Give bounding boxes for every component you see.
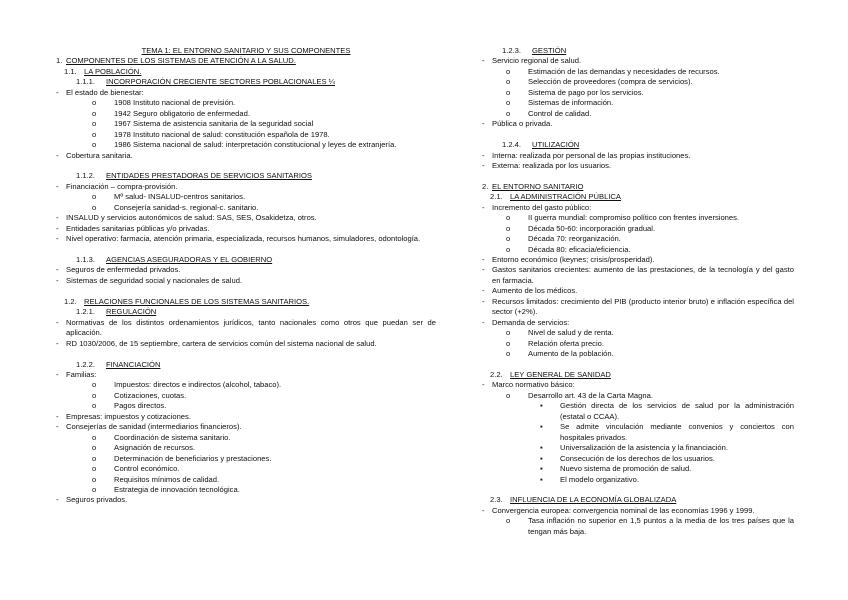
section-number: 1.1.1. (76, 77, 95, 87)
line-text: 1967 Sistema de asistencia sanitaria de la seguridad social (114, 119, 314, 129)
circle-bullet-icon: o (92, 401, 97, 411)
circle-bullet-icon: o (92, 119, 97, 129)
subsubsection-heading (56, 171, 436, 181)
subsubsection-heading (482, 140, 794, 150)
section-number: 1.1. (64, 66, 77, 76)
line-text: UTILIZACIÓN (532, 140, 580, 150)
line-text: REGULACIÓN (106, 307, 157, 317)
line-text: Pagos directos. (114, 401, 167, 411)
line-text: Selección de proveedores (compra de servicios). (528, 77, 693, 87)
section-number: 2. (482, 181, 489, 191)
subsubsection-heading (56, 307, 436, 317)
bullet-item (56, 88, 436, 98)
line-text: Gestión directa de los servicios de salud por la administración (estatal o CCAA). (560, 401, 794, 421)
dash-bullet-icon: - (56, 150, 59, 160)
line-text: Desarrollo art. 43 de la Carta Magna. (528, 390, 653, 400)
sub-bullet-item (482, 77, 794, 87)
square-bullet-item (482, 443, 794, 453)
circle-bullet-icon: o (92, 453, 97, 463)
dash-bullet-icon: - (56, 495, 59, 505)
line-text: Requisitos mínimos de calidad. (114, 474, 220, 484)
dash-bullet-icon: - (482, 160, 485, 170)
circle-bullet-icon: o (92, 140, 97, 150)
line-text: Tasa inflación no superior en 1,5 puntos a la media de los tres países que la tengan más baja. (528, 516, 794, 536)
dash-bullet-icon: - (56, 87, 59, 97)
sub-bullet-item (482, 67, 794, 77)
line-text: Coordinación de sistema sanitario. (114, 432, 231, 442)
line-text: Estimación de las demandas y necesidades de recursos. (528, 66, 720, 76)
section-number: 1. (56, 56, 63, 66)
line-text: ENTIDADES PRESTADORAS DE SERVICIOS SANITARIOS (106, 171, 312, 181)
line-text: Entorno económico (keynes; crisis/prosperidad). (492, 255, 655, 265)
line-text: Seguros de enfermedad privados. (66, 265, 181, 275)
dash-bullet-icon: - (482, 202, 485, 212)
subsubsection-heading (56, 255, 436, 265)
square-bullet-item (482, 464, 794, 474)
sub-bullet-item (482, 349, 794, 359)
circle-bullet-icon: o (506, 108, 511, 118)
circle-bullet-icon: o (506, 66, 511, 76)
circle-bullet-icon: o (506, 223, 511, 233)
line-text: Pública o privada. (492, 119, 553, 129)
line-text: Sistema de pago por los servicios. (528, 87, 644, 97)
bullet-item (56, 265, 436, 275)
bullet-item (56, 213, 436, 223)
bullet-item (56, 318, 436, 339)
line-text: GESTIÓN (532, 46, 567, 55)
line-text: INCORPORACIÓN CRECIENTE SECTORES POBLACIONALES ¼ (106, 77, 335, 87)
circle-bullet-icon: o (506, 213, 511, 223)
line-text: COMPONENTES DE LOS SISTEMAS DE ATENCIÓN A LA SALUD. (66, 56, 296, 66)
sub-bullet-item (56, 464, 436, 474)
line-text: AGENCIAS ASEGURADORAS Y EL GOBIERNO (106, 255, 273, 265)
circle-bullet-icon: o (92, 192, 97, 202)
circle-bullet-icon: o (506, 328, 511, 338)
bullet-item (482, 255, 794, 265)
bullet-item (482, 506, 794, 516)
dash-bullet-icon: - (482, 317, 485, 327)
dash-bullet-icon: - (482, 380, 485, 390)
line-text: Aumento de la población. (528, 349, 614, 359)
square-bullet-icon: ▪ (540, 474, 543, 484)
square-bullet-icon: ▪ (540, 443, 543, 453)
line-text: Sistemas de seguridad social y nacionales de salud. (66, 275, 243, 285)
section-number: 1.2.2. (76, 359, 95, 369)
section-number: 1.2.1. (76, 307, 95, 317)
circle-bullet-icon: o (506, 338, 511, 348)
circle-bullet-icon: o (506, 516, 511, 526)
dash-bullet-icon: - (56, 223, 59, 233)
circle-bullet-icon: o (92, 108, 97, 118)
doc-title (56, 46, 436, 56)
bullet-item (482, 151, 794, 161)
section-number: 1.1.3. (76, 255, 95, 265)
sub-bullet-item (56, 98, 436, 108)
bullet-item (482, 318, 794, 328)
bullet-item (482, 119, 794, 129)
dash-bullet-icon: - (482, 150, 485, 160)
circle-bullet-icon: o (92, 202, 97, 212)
line-text: 1986 Sistema nacional de salud: interpretación constitucional y leyes de extranjería. (114, 140, 397, 150)
subsection-heading (56, 297, 436, 307)
square-bullet-icon: ▪ (540, 453, 543, 463)
sub-bullet-item (56, 454, 436, 464)
line-text: Gastos sanitarios crecientes: aumento de las prestaciones, de la tecnología y del gasto en farmacia. (492, 265, 794, 285)
bullet-item (56, 276, 436, 286)
line-text: Familias: (66, 369, 97, 379)
line-text: Interna: realizada por personal de las propias instituciones. (492, 150, 691, 160)
subsection-heading (482, 495, 794, 505)
dash-bullet-icon: - (56, 213, 59, 223)
sub-bullet-item (482, 391, 794, 401)
bullet-item (56, 339, 436, 349)
bullet-item (482, 286, 794, 296)
circle-bullet-icon: o (92, 432, 97, 442)
doc-title-text: TEMA 1: EL ENTORNO SANITARIO Y SUS COMPONENTES (141, 46, 351, 55)
line-text: LA POBLACIÓN. (84, 66, 142, 76)
bullet-item (56, 370, 436, 380)
sub-bullet-item (56, 391, 436, 401)
line-text: Entidades sanitarias públicas y/o privadas. (66, 223, 210, 233)
square-bullet-icon: ▪ (540, 422, 543, 432)
square-bullet-item (482, 475, 794, 485)
line-text: Cotizaciones, cuotas. (114, 390, 187, 400)
line-text: Aumento de los médicos. (492, 286, 578, 296)
line-text: Nuevo sistema de promoción de salud. (560, 464, 692, 474)
dash-bullet-icon: - (56, 234, 59, 244)
circle-bullet-icon: o (506, 87, 511, 97)
sub-bullet-item (56, 119, 436, 129)
line-text: INSALUD y servicios autonómicos de salud: SAS, SES, Osakidetza, otros. (66, 213, 317, 223)
line-text: Convergencia europea: convergencia nominal de las economías 1996 y 1999. (492, 505, 755, 515)
subsection-heading (482, 192, 794, 202)
subsubsection-heading (56, 77, 436, 87)
circle-bullet-icon: o (506, 234, 511, 244)
bullet-item (56, 151, 436, 161)
line-text: Impuestos: directos e indirectos (alcohol, tabaco). (114, 380, 282, 390)
circle-bullet-icon: o (92, 474, 97, 484)
dash-bullet-icon: - (56, 181, 59, 191)
line-text: Década 80: eficacia/eficiencia. (528, 244, 631, 254)
square-bullet-icon: ▪ (540, 401, 543, 411)
sub-bullet-item (56, 130, 436, 140)
sub-bullet-item (56, 109, 436, 119)
line-text: Consejerías de sanidad (intermediarios financieros). (66, 422, 242, 432)
line-text: 1908 Instituto nacional de previsión. (114, 98, 236, 108)
right-column (482, 46, 794, 537)
bullet-item (56, 182, 436, 192)
line-text: II guerra mundial: compromiso político con frentes inversiones. (528, 213, 740, 223)
bullet-item (482, 56, 794, 66)
square-bullet-item (482, 454, 794, 464)
circle-bullet-icon: o (506, 98, 511, 108)
line-text: FINANCIACIÓN (106, 359, 161, 369)
line-text: Cobertura sanitaria. (66, 150, 133, 160)
line-text: Normativas de los distintos ordenamientos jurídicos, tanto nacionales como otros que puedan ser de aplicación. (66, 317, 436, 338)
sub-bullet-item (482, 328, 794, 338)
line-text: El estado de bienestar: (66, 87, 144, 97)
line-text: Consecución de los derechos de los usuarios. (560, 453, 715, 463)
circle-bullet-icon: o (506, 390, 511, 400)
blank-line (482, 485, 794, 495)
section-number: 2.3. (490, 495, 503, 505)
line-text: RD 1030/2006, de 15 septiembre, cartera de servicios común del sistema nacional de salud. (66, 338, 377, 348)
sub-bullet-item (56, 401, 436, 411)
line-text: Mº salud- INSALUD-centros sanitarios. (114, 192, 246, 202)
sub-bullet-item (482, 516, 794, 537)
section-number: 1.2.3. (502, 46, 521, 55)
dash-bullet-icon: - (482, 286, 485, 296)
line-text: Década 50-60: incorporación gradual. (528, 223, 656, 233)
line-text: Se admite vinculación mediante convenios y conciertos con hospitales privados. (560, 422, 794, 442)
circle-bullet-icon: o (92, 390, 97, 400)
square-bullet-item (482, 422, 794, 443)
sub-bullet-item (482, 98, 794, 108)
section-number: 1.2. (64, 296, 77, 306)
blank-line (56, 161, 436, 171)
line-text: Recursos limitados: crecimiento del PIB (producto interior bruto) e inflación específica del sector (+2%). (492, 296, 794, 317)
line-text: Asignación de recursos. (114, 443, 196, 453)
line-text: Control económico. (114, 464, 180, 474)
line-text: Seguros privados. (66, 495, 128, 505)
line-text: El modelo organizativo. (560, 474, 639, 484)
line-text: Externa: realizada por los usuarios. (492, 160, 612, 170)
bullet-item (482, 265, 794, 286)
square-bullet-icon: ▪ (540, 464, 543, 474)
line-text: Década 70: reorganización. (528, 234, 621, 244)
dash-bullet-icon: - (56, 411, 59, 421)
circle-bullet-icon: o (506, 77, 511, 87)
line-text: Marco normativo básico: (492, 380, 575, 390)
line-text: Determinación de beneficiarios y prestaciones. (114, 453, 272, 463)
line-text: RELACIONES FUNCIONALES DE LOS SISTEMAS SANITARIOS. (84, 296, 310, 306)
sub-bullet-item (56, 192, 436, 202)
line-text: LA ADMINISTRACIÓN PÚBLICA (510, 192, 621, 202)
circle-bullet-icon: o (92, 129, 97, 139)
dash-bullet-icon: - (56, 422, 59, 432)
circle-bullet-icon: o (92, 464, 97, 474)
dash-bullet-icon: - (482, 56, 485, 66)
dash-bullet-icon: - (56, 317, 59, 327)
bullet-item (482, 161, 794, 171)
sub-bullet-item (482, 339, 794, 349)
section-number: 1.1.2. (76, 171, 95, 181)
section-heading (482, 182, 794, 192)
blank-line (482, 360, 794, 370)
subsubsection-heading (482, 46, 794, 56)
dash-bullet-icon: - (56, 265, 59, 275)
bullet-item (56, 224, 436, 234)
blank-line (56, 245, 436, 255)
sub-bullet-item (482, 213, 794, 223)
dash-bullet-icon: - (56, 275, 59, 285)
line-text: Sistemas de información. (528, 98, 614, 108)
sub-bullet-item (56, 475, 436, 485)
line-text: Nivel operativo: farmacia, atención primaria, especializada, recursos humanos, simuladores, odontología. (66, 234, 421, 244)
line-text: Demanda de servicios: (492, 317, 570, 327)
sub-bullet-item (56, 433, 436, 443)
line-text: Control de calidad. (528, 108, 592, 118)
bullet-item (482, 203, 794, 213)
sub-bullet-item (56, 203, 436, 213)
section-number: 2.1. (490, 192, 503, 202)
sub-bullet-item (56, 380, 436, 390)
blank-line (482, 130, 794, 140)
line-text: Universalización de la asistencia y la financiación. (560, 443, 728, 453)
line-text: Nivel de salud y de renta. (528, 328, 614, 338)
bullet-item (56, 422, 436, 432)
bullet-item (56, 495, 436, 505)
line-text: Empresas: impuestos y cotizaciones. (66, 411, 191, 421)
circle-bullet-icon: o (506, 349, 511, 359)
subsection-heading (482, 370, 794, 380)
dash-bullet-icon: - (56, 369, 59, 379)
dash-bullet-icon: - (482, 296, 485, 306)
sub-bullet-item (56, 443, 436, 453)
blank-line (56, 286, 436, 296)
circle-bullet-icon: o (506, 244, 511, 254)
sub-bullet-item (482, 224, 794, 234)
line-text: Relación oferta precio. (528, 338, 604, 348)
blank-line (482, 171, 794, 181)
section-number: 1.2.4. (502, 140, 521, 150)
line-text: INFLUENCIA DE LA ECONOMÍA GLOBALIZADA (510, 495, 677, 505)
section-heading (56, 56, 436, 66)
sub-bullet-item (482, 88, 794, 98)
line-text: Estrategia de innovación tecnológica. (114, 484, 240, 494)
line-text: 1978 Instituto nacional de salud: constitución española de 1978. (114, 129, 330, 139)
subsection-heading (56, 67, 436, 77)
dash-bullet-icon: - (482, 265, 485, 275)
circle-bullet-icon: o (92, 484, 97, 494)
bullet-item (56, 412, 436, 422)
sub-bullet-item (482, 234, 794, 244)
sub-bullet-item (56, 485, 436, 495)
dash-bullet-icon: - (482, 505, 485, 515)
sub-bullet-item (482, 109, 794, 119)
line-text: Consejería sanidad-s. regional-c. sanitario. (114, 202, 259, 212)
bullet-item (482, 297, 794, 318)
blank-line (56, 349, 436, 359)
circle-bullet-icon: o (92, 98, 97, 108)
line-text: 1942 Seguro obligatorio de enfermedad. (114, 108, 250, 118)
bullet-item (56, 234, 436, 244)
line-text: LEY GENERAL DE SANIDAD (510, 370, 611, 379)
dash-bullet-icon: - (482, 119, 485, 129)
line-text: Financiación – compra-provisión. (66, 181, 178, 191)
left-column (56, 46, 436, 506)
line-text: Incremento del gasto público: (492, 202, 592, 212)
line-text: EL ENTORNO SANITARIO (492, 181, 584, 191)
circle-bullet-icon: o (92, 443, 97, 453)
square-bullet-item (482, 401, 794, 422)
line-text: Servicio regional de salud. (492, 56, 582, 66)
sub-bullet-item (56, 140, 436, 150)
dash-bullet-icon: - (56, 338, 59, 348)
circle-bullet-icon: o (92, 380, 97, 390)
section-number: 2.2. (490, 370, 503, 379)
bullet-item (482, 380, 794, 390)
sub-bullet-item (482, 245, 794, 255)
subsubsection-heading (56, 360, 436, 370)
dash-bullet-icon: - (482, 255, 485, 265)
